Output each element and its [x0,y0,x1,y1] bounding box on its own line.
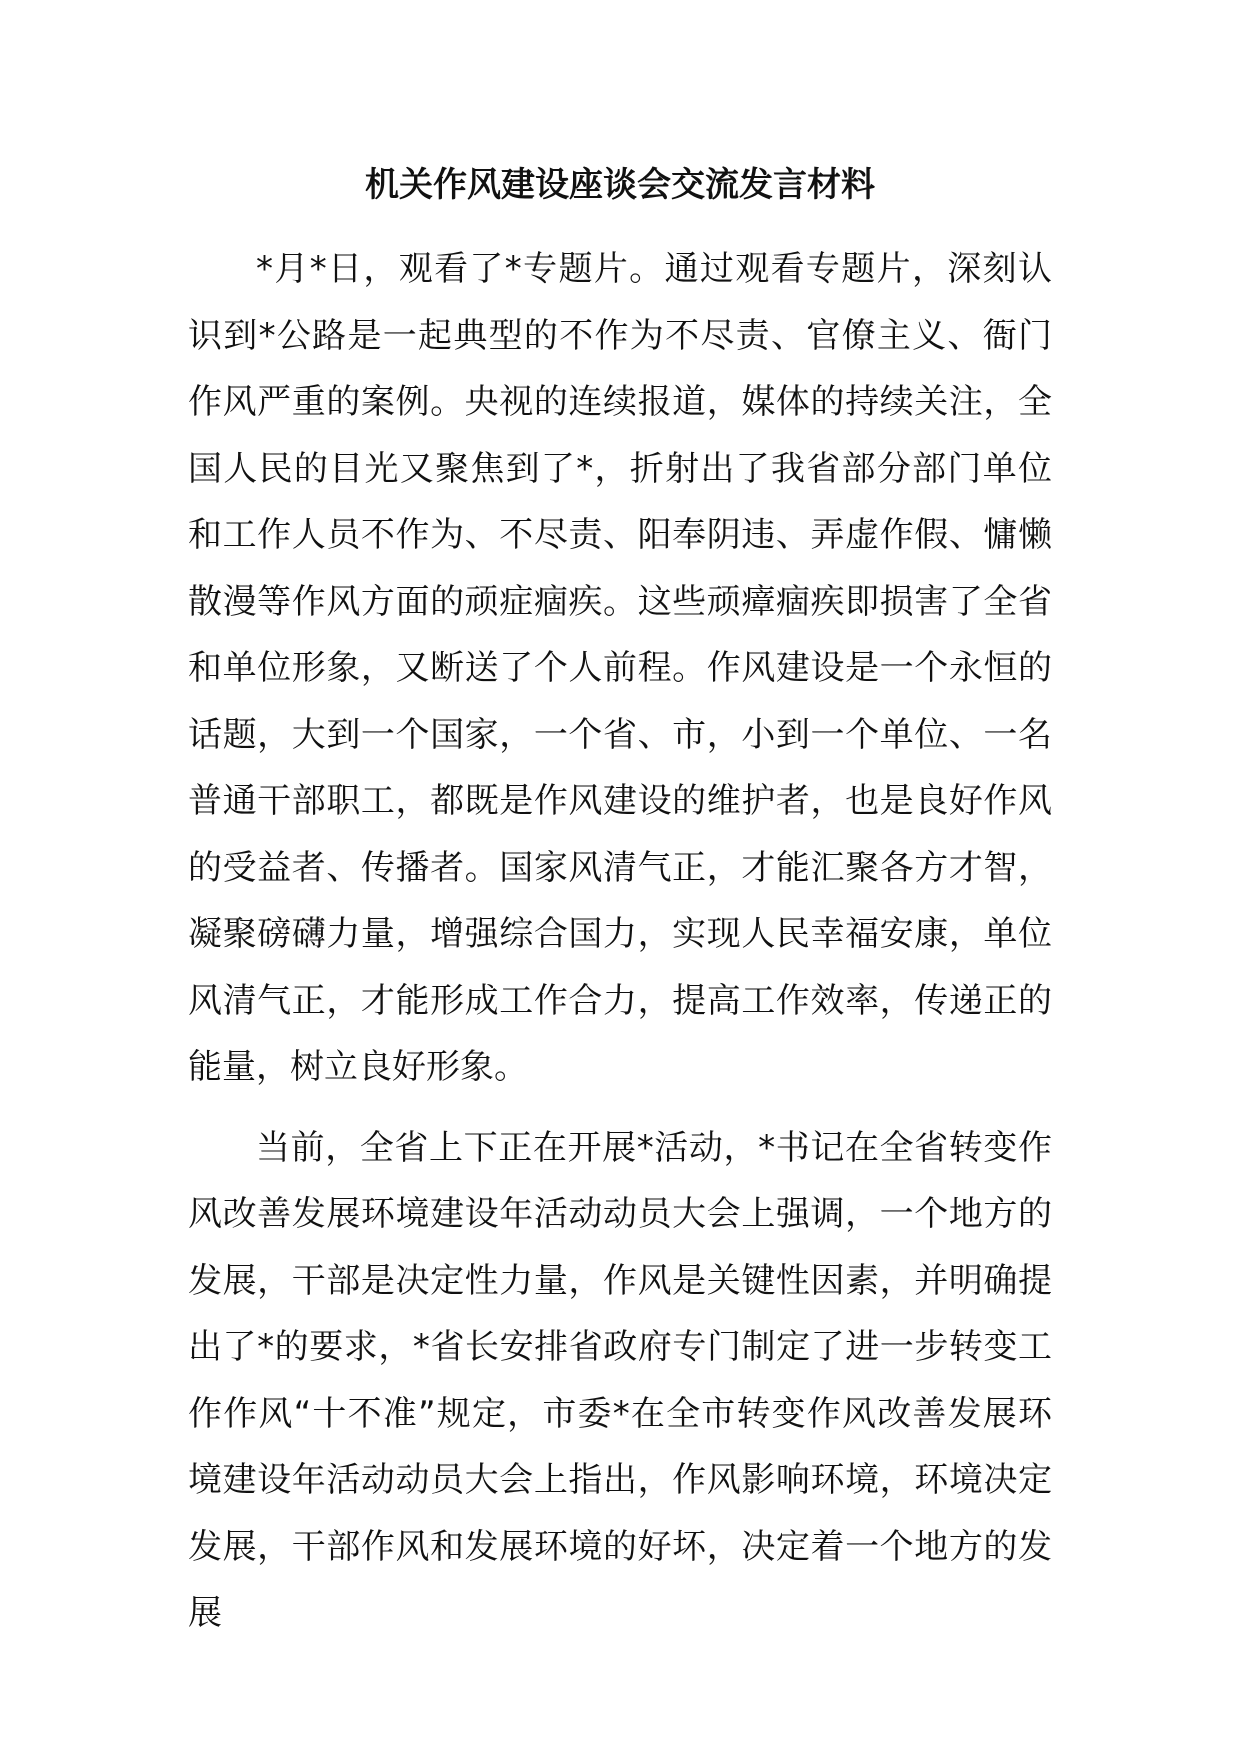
body-paragraph-1: *月*日，观看了*专题片。通过观看专题片，深刻认识到*公路是一起典型的不作为不尽责、官僚主义、衙门作风严重的案例。央视的连续报道，媒体的持续关注，全国人民的目光又聚焦到了*，折射出了我省部分部门单位和工作人员不作为、不尽责、阳奉阴违、弄虚作假、慵懒散漫等作风方面的顽症痼疾。这些顽瘴痼疾即损害了全省和单位形象，又断送了个人前程。作风建设是一个永恒的话题，大到一个国家，一个省、市，小到一个单位、一名普通干部职工，都既是作风建设的维护者，也是良好作风的受益者、传播者。国家风清气正，才能汇聚各方才智，凝聚磅礴力量，增强综合国力，实现人民幸福安康，单位风清气正，才能形成工作合力，提高工作效率，传递正的能量，树立良好形象。 [188,249,1052,1087]
body-paragraph-2: 当前，全省上下正在开展*活动，*书记在全省转变作风改善发展环境建设年活动动员大会上强调，一个地方的发展，干部是决定性力量，作风是关键性因素，并明确提出了*的要求，*省长安排省政府专门制定了进一步转变工作作风“十不准”规定，市委*在全市转变作风改善发展环境建设年活动动员大会上指出，作风影响环境，环境决定发展，干部作风和发展环境的好坏，决定着一个地方的发展 [188,1127,1052,1633]
document-body [188,236,1052,1661]
document-title: 机关作风建设座谈会交流发言材料 [365,165,875,205]
